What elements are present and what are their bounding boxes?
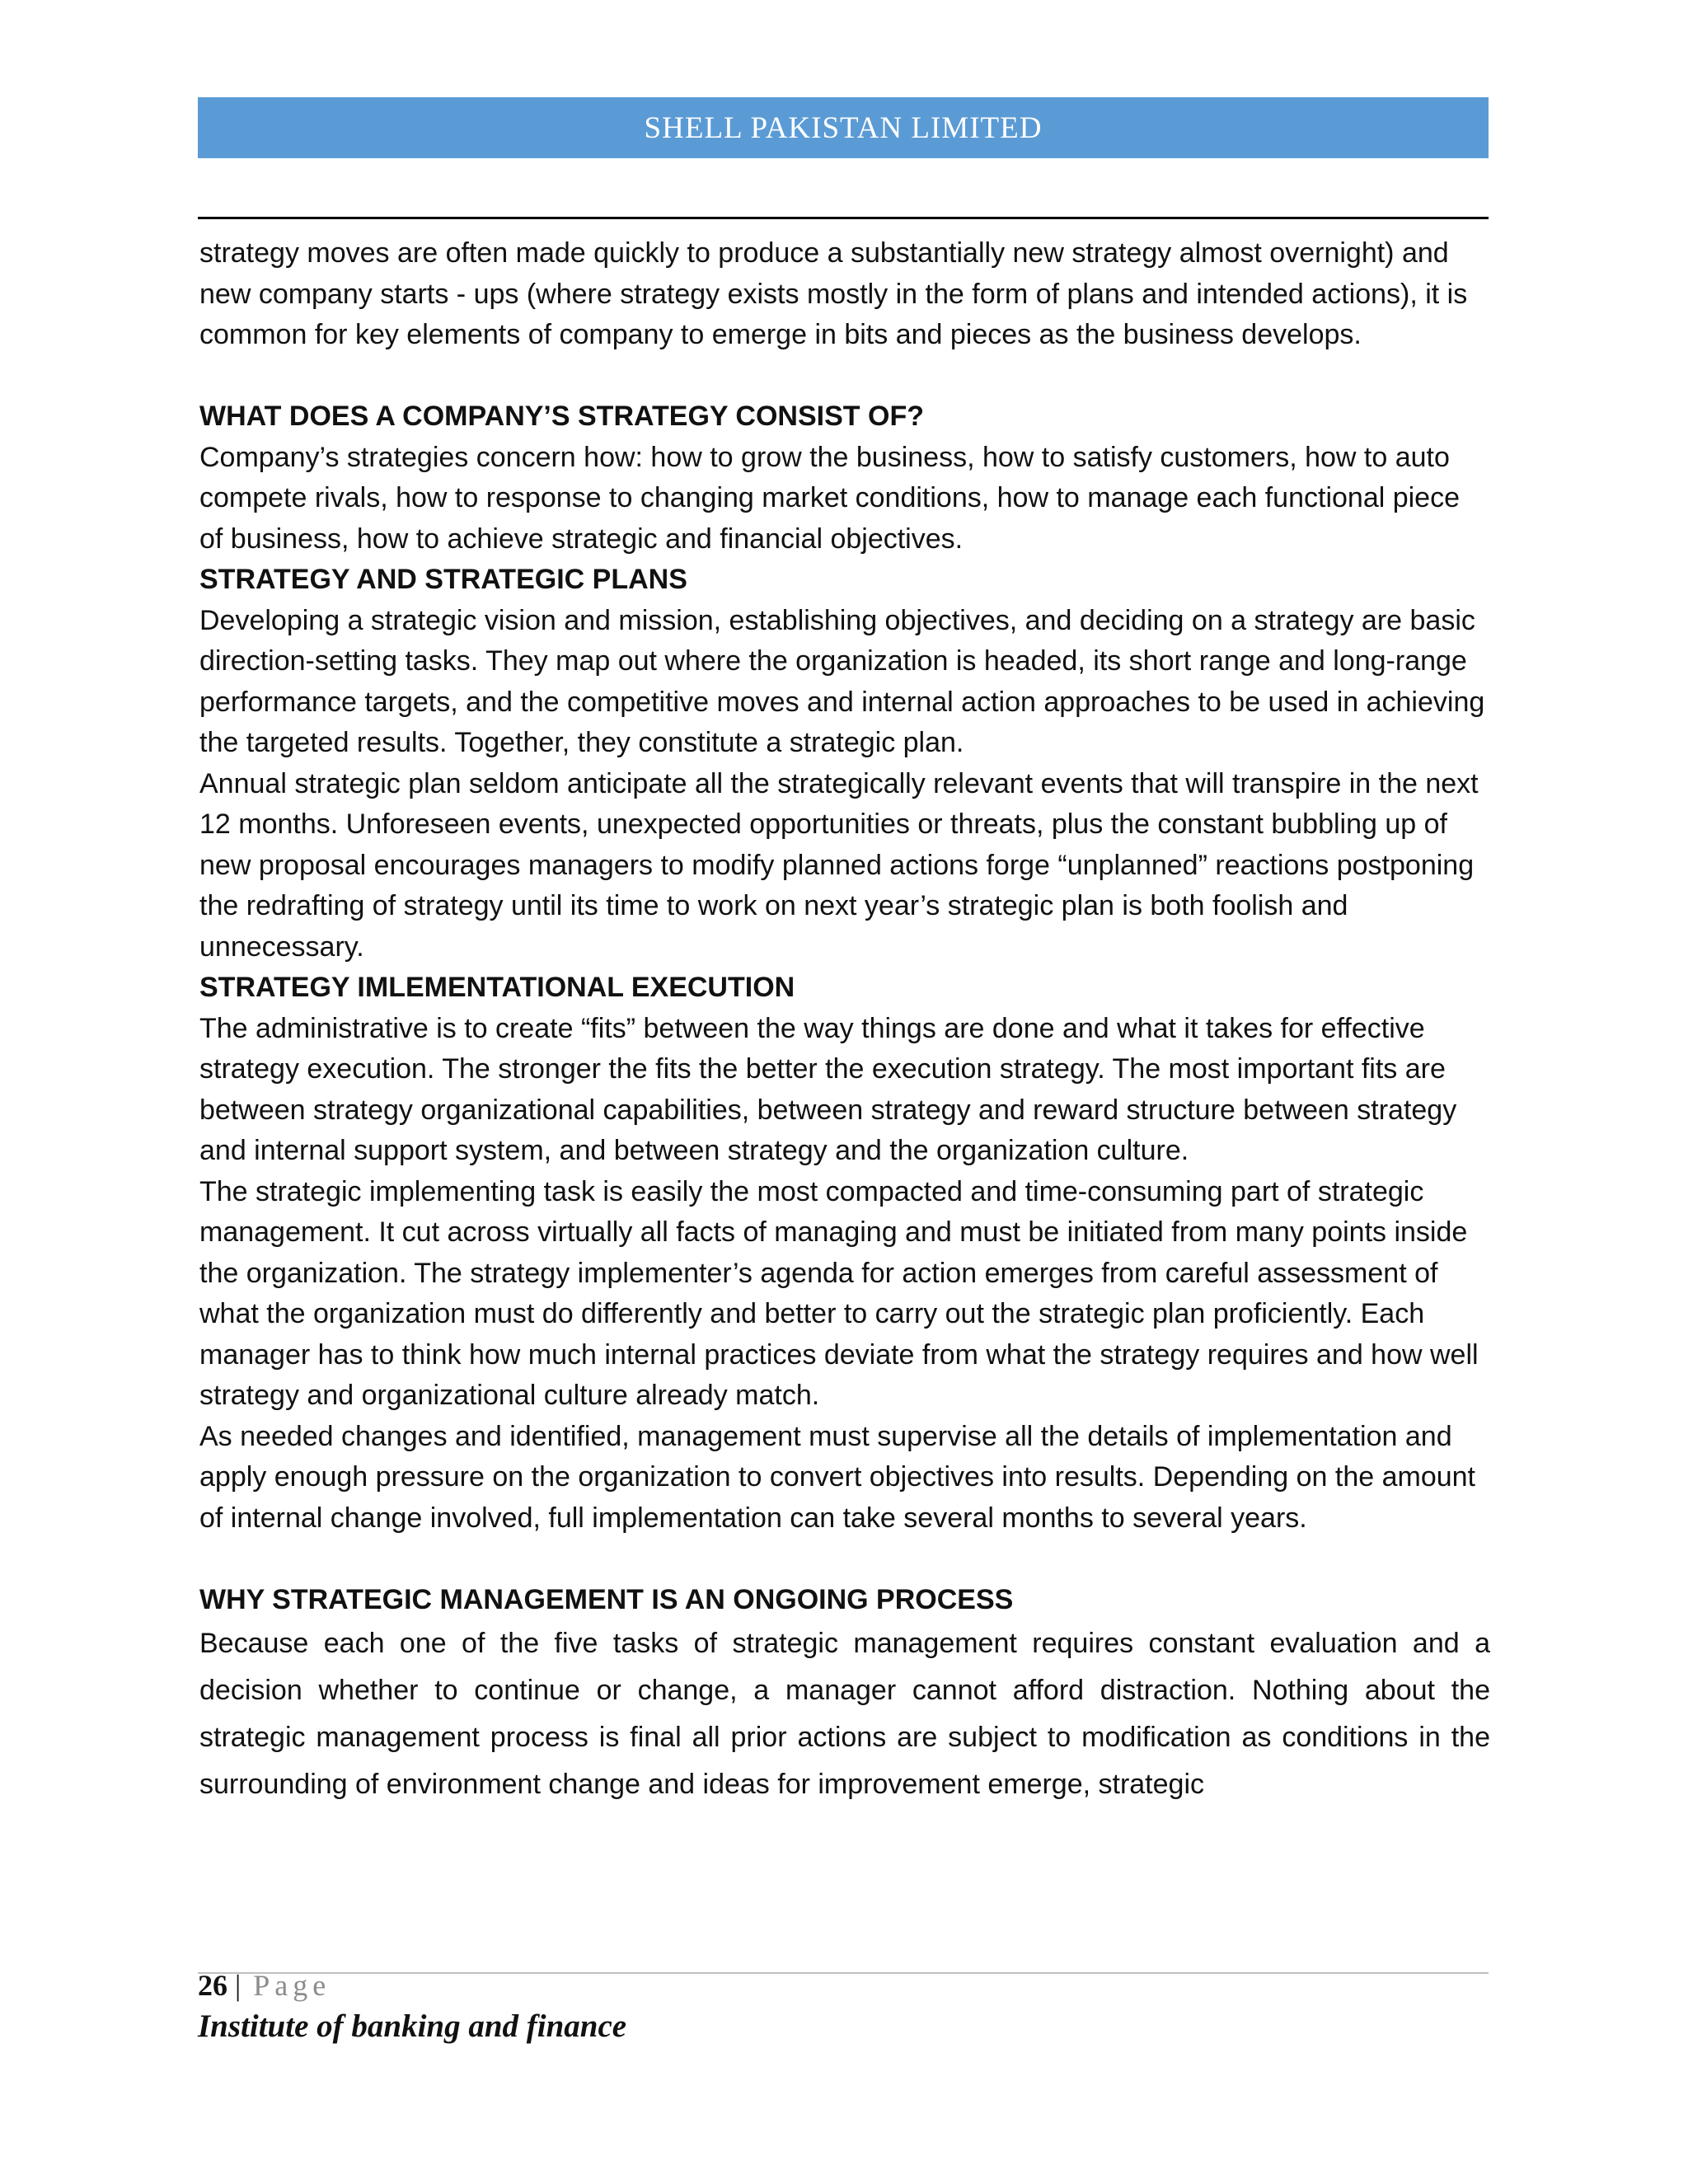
footer-rule (198, 1972, 1489, 1974)
page-body (199, 233, 1490, 1808)
section-heading-implementation: STRATEGY IMLEMENTATIONAL EXECUTION (199, 972, 795, 1003)
paragraph-strategy-consist: Company’s strategies concern how: how to grow the business, how to satisfy customers, how to auto compete rivals, how to response to changing market conditions, how to manage each functional piece of business, how to achieve strategic and financial objectives. (199, 441, 1461, 555)
paragraph-implementing-task: The strategic implementing task is easily the most compacted and time-consuming part of strategic management. It cut across virtually all facts of managing and must be initiated from many points inside the organization. The strategy implementer’s agenda for action emerges from careful assessment of what the organization must do differently and better to carry out the strategic plan proficiently. Each manager has to think how much internal practices deviate from what the strategy requires and how well strategy and organizational culture already match. (199, 1175, 1479, 1411)
page-number (198, 1968, 331, 2003)
spacer (199, 356, 1490, 397)
paragraph-annual-plan: Annual strategic plan seldom anticipate all the strategically relevant events that will transpire in the next 12 months. Unforeseen events, unexpected opportunities or threats, plus the constant bubbling up of new proposal encourages managers to modify planned actions forge “unplanned” reactions postponing the redrafting of strategy until its time to work on next year’s strategic plan is both foolish and unnecessary. (199, 767, 1479, 963)
page-separator: | (235, 1969, 241, 2002)
institute-name: Institute of banking and finance (198, 2008, 627, 2044)
spacer (199, 1539, 1490, 1580)
section-heading-strategic-plans: STRATEGY AND STRATEGIC PLANS (199, 564, 687, 595)
intro-paragraph: strategy moves are often made quickly to produce a substantially new strategy almost overnight) and new company starts - ups (where strategy exists mostly in the form of plans and intended actions), it is common for key elements of company to emerge in bits and pieces as the business develops. (199, 237, 1468, 350)
page-number-value: 26 (198, 1969, 227, 2002)
paragraph-ongoing-process: Because each one of the five tasks of strategic management requires constant evaluation and a decision whether to continue or change, a manager cannot afford distraction. Nothing about the strategic management process is final all prior actions are subject to modification as conditions in the surrounding of environment change and ideas for improvement emerge, strategic (199, 1628, 1490, 1800)
header-banner (198, 97, 1489, 158)
header-rule (198, 217, 1489, 219)
section-heading-strategy-consist: WHAT DOES A COMPANY’S STRATEGY CONSIST OF? (199, 401, 924, 432)
page-label: Page (253, 1969, 331, 2002)
paragraph-strategic-plans: Developing a strategic vision and mission, establishing objectives, and deciding on a strategy are basic direction-setting tasks. They map out where the organization is headed, its short range and long-range performance targets, and the competitive moves and internal action approaches to be used in achieving the targeted results. Together, they constitute a strategic plan. (199, 604, 1485, 758)
paragraph-changes: As needed changes and identified, management must supervise all the details of implementation and apply enough pressure on the organization to convert objectives into results. Depending on the amount of internal change involved, full implementation can take several months to several years. (199, 1420, 1475, 1534)
section-heading-ongoing-process: WHY STRATEGIC MANAGEMENT IS AN ONGOING PROCESS (199, 1583, 1014, 1615)
paragraph-fits: The administrative is to create “fits” between the way things are done and what it takes for effective strategy execution. The stronger the fits the better the execution strategy. The most important fits are between strategy organizational capabilities, between strategy and reward structure between strategy and internal support system, and between strategy and the organization culture. (199, 1012, 1457, 1166)
header-title: SHELL PAKISTAN LIMITED (644, 110, 1043, 145)
